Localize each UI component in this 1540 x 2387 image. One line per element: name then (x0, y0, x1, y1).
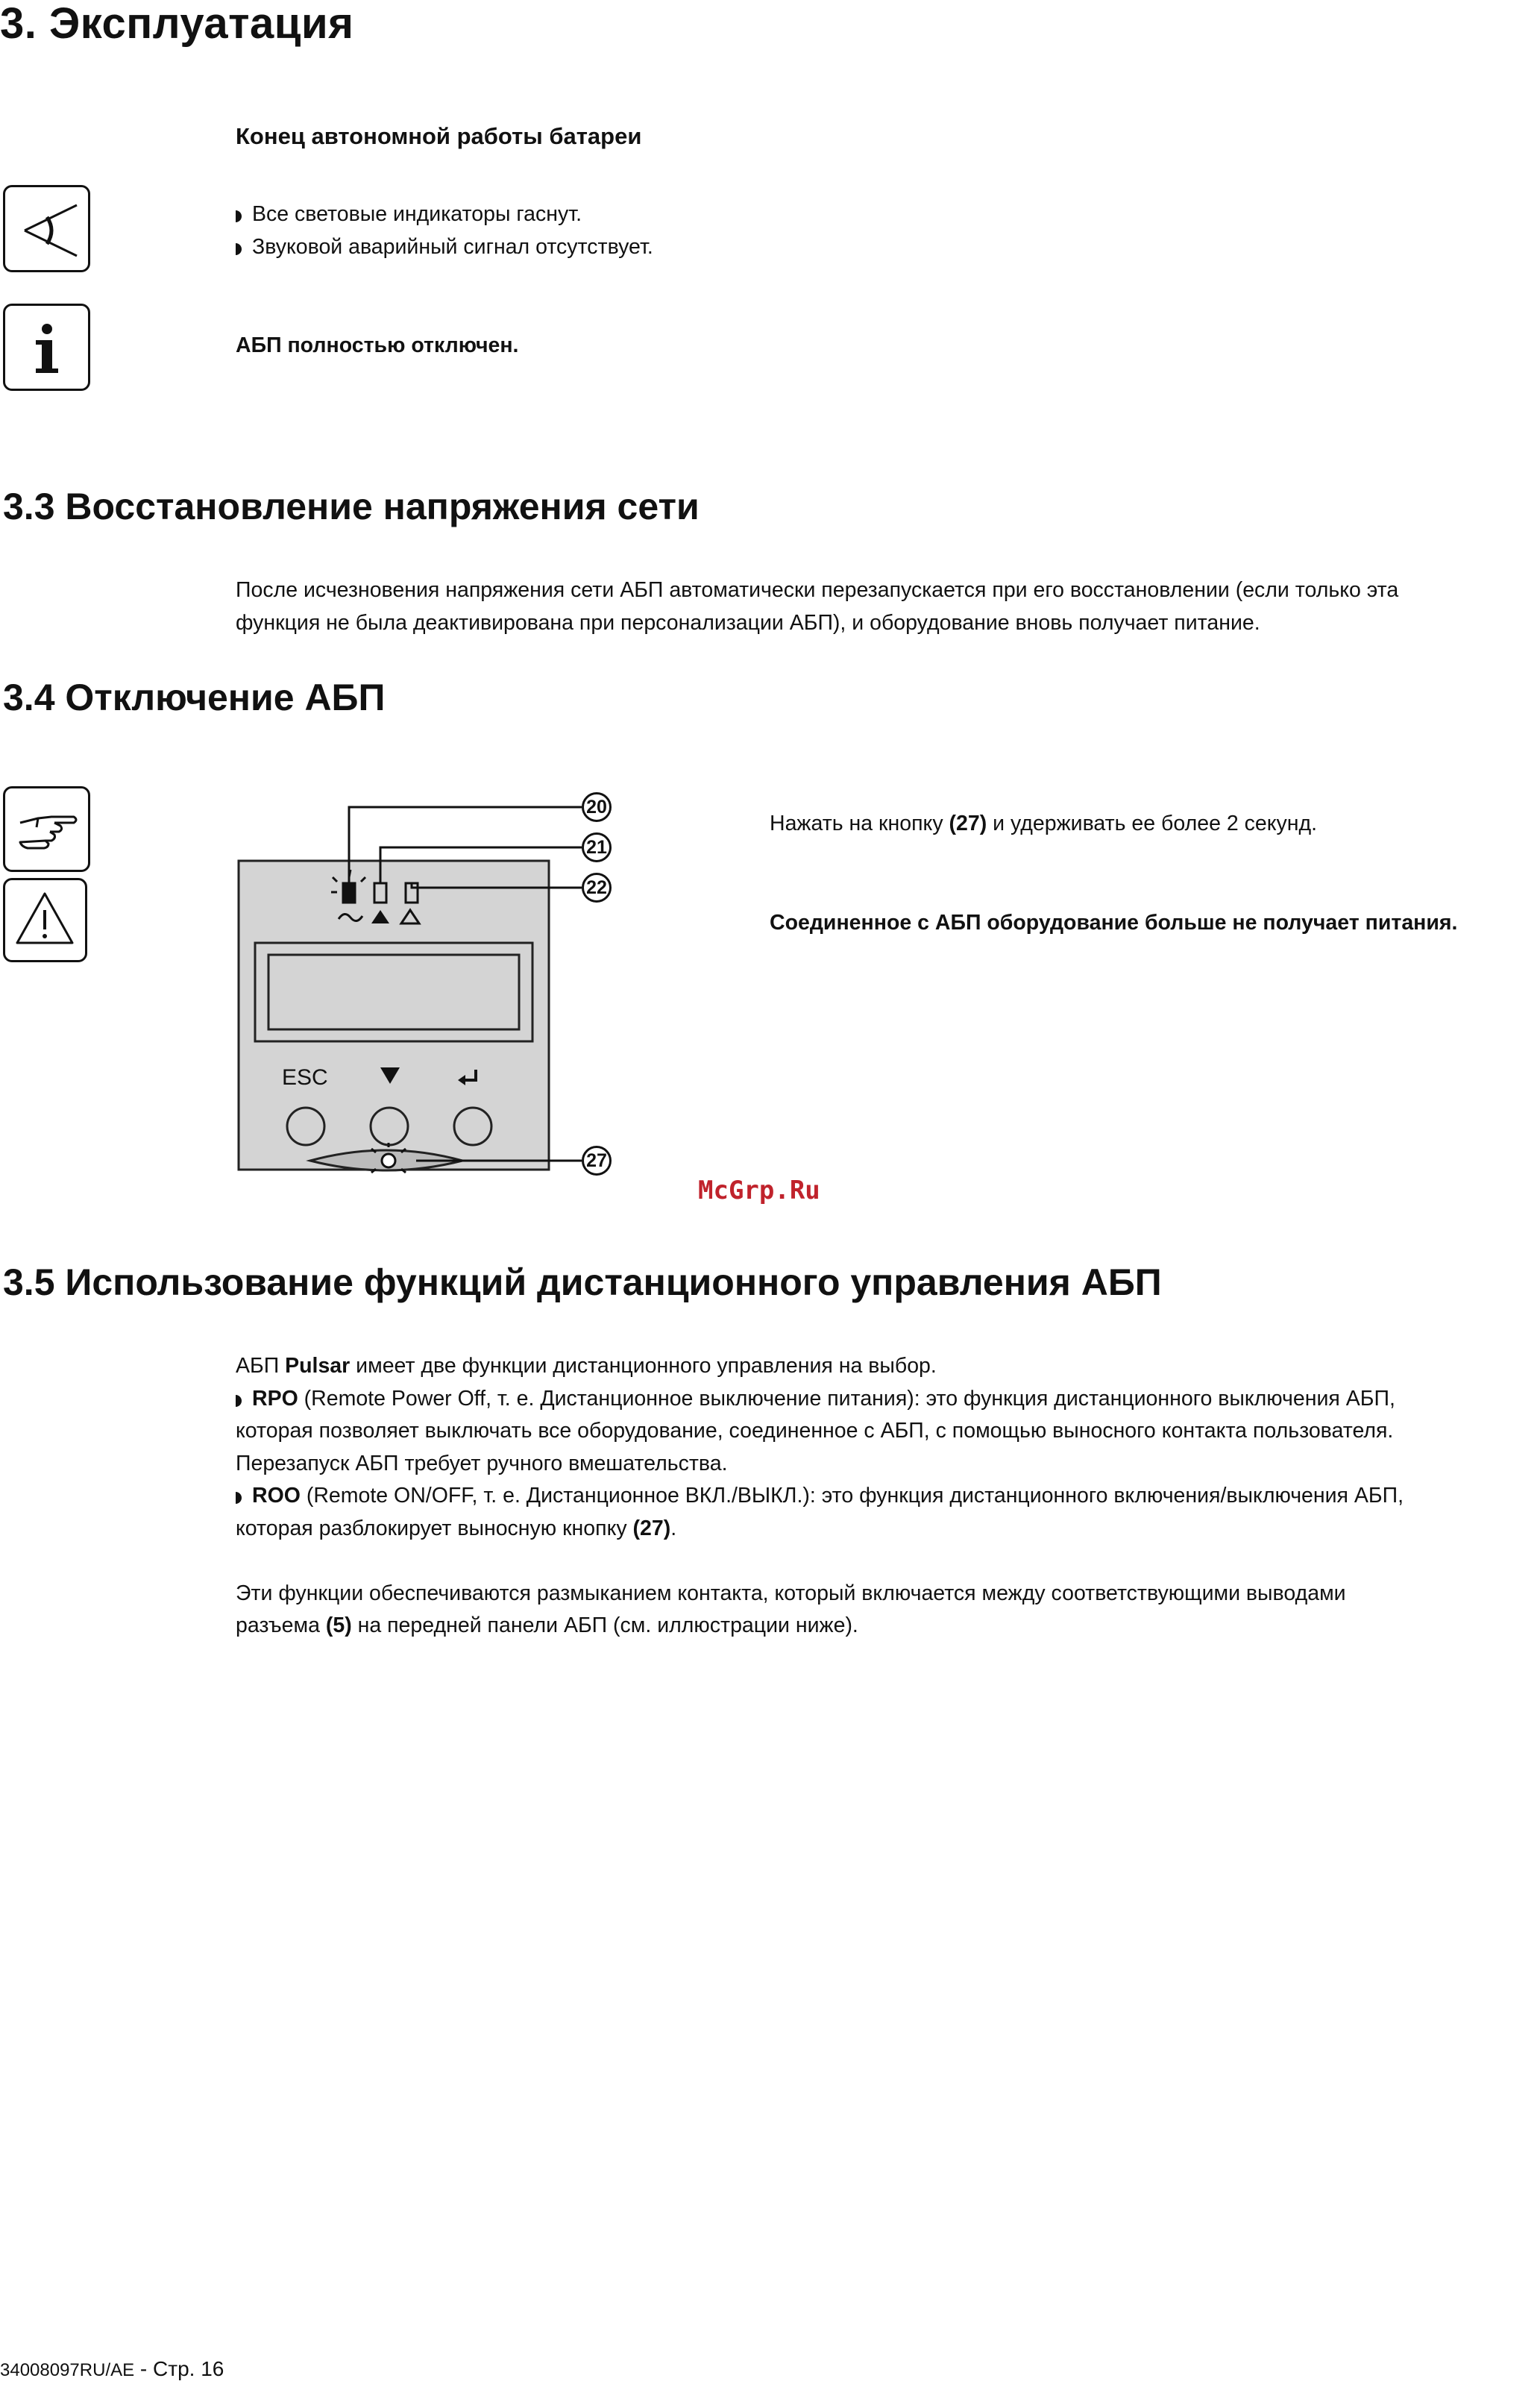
paragraph-line: которая позволяет выключать все оборудование, соединенное с АБП, с помощью выносного контакта пользователя. (236, 1419, 1394, 1443)
rpo-text: (Remote Power Off, т. е. Дистанционное выключение питания): это функция дистанционного выключения АБП, (298, 1386, 1395, 1411)
pointing-hand-icon (3, 786, 90, 872)
esc-button (287, 1108, 324, 1145)
paragraph-line: После исчезновения напряжения сети АБП автоматически перезапускается при его восстановлении (если только эта (236, 578, 1399, 602)
shutdown-result: Соединенное с АБП оборудование больше не получает питания. (770, 911, 1458, 935)
paragraph-line (236, 1513, 1404, 1546)
list-item-text: Звуковой аварийный сигнал отсутствует. (252, 234, 653, 259)
section-3-5-title: 3.5 Использование функций дистанционного управления АБП (3, 1261, 1162, 1303)
info-icon (3, 304, 90, 391)
battery-end-note: АБП полностью отключен. (236, 333, 519, 357)
control-panel-illustration (237, 786, 625, 1174)
page-footer (0, 2357, 224, 2381)
bullet-icon (236, 1395, 242, 1407)
rpo-item (236, 1383, 1404, 1416)
warning-icon (3, 878, 87, 962)
section-3-3-text (236, 574, 1398, 639)
callout-22: 22 (582, 873, 612, 903)
chapter-title: 3. Эксплуатация (0, 0, 354, 48)
battery-end-bullets (236, 198, 653, 263)
rpo-code: RPO (252, 1386, 298, 1411)
instruction-text: Нажать на кнопку (770, 812, 949, 835)
callout-21: 21 (582, 832, 612, 862)
led-20 (343, 883, 355, 903)
para-text: на передней панели АБП (см. иллюстрации ниже). (351, 1613, 858, 1637)
roo-item (236, 1480, 1404, 1513)
roo-code: ROO (252, 1484, 301, 1508)
bullet-icon (236, 210, 242, 222)
para-text: разъема (236, 1613, 326, 1637)
button-ref: (27) (632, 1516, 671, 1540)
section-3-4-title: 3.4 Отключение АБП (3, 677, 386, 718)
intro-line (236, 1350, 1404, 1383)
lcd-screen (268, 955, 519, 1029)
watermark: McGrp.Ru (698, 1176, 820, 1205)
eye-icon (3, 185, 90, 272)
down-button (371, 1108, 408, 1145)
paragraph-line (236, 1610, 1404, 1643)
paragraph-line: функция не была деактивирована при персонализации АБП), и оборудование вновь получает питание. (236, 610, 1260, 635)
bullet-icon (236, 243, 242, 255)
callout-27: 27 (582, 1146, 612, 1176)
instruction-text: и удерживать ее более 2 секунд. (987, 812, 1318, 835)
callout-20: 20 (582, 792, 612, 822)
shutdown-instruction (770, 808, 1317, 841)
roo-text: (Remote ON/OFF, т. е. Дистанционное ВКЛ./ВЫКЛ.): это функция дистанционного включения/выключения АБП, (300, 1484, 1404, 1508)
section-3-3-title: 3.3 Восстановление напряжения сети (3, 486, 700, 527)
connector-ref: (5) (325, 1613, 352, 1637)
bullet-icon (236, 1492, 242, 1504)
esc-label: ESC (282, 1065, 328, 1090)
paragraph-line: Эти функции обеспечиваются размыканием контакта, который включается между соответствующими выводами (236, 1581, 1346, 1605)
intro-text: АБП (236, 1354, 286, 1378)
battery-end-heading: Конец автономной работы батареи (236, 123, 642, 149)
brand-name: Pulsar (285, 1354, 351, 1378)
list-item (236, 231, 653, 264)
list-item (236, 198, 653, 231)
button-ref: (27) (949, 812, 987, 835)
roo-text: которая разблокирует выносную кнопку (236, 1516, 633, 1540)
roo-text: . (670, 1516, 677, 1540)
intro-text: имеет две функции дистанционного управления на выбор. (350, 1354, 937, 1378)
list-item-text: Все световые индикаторы гаснут. (252, 202, 582, 226)
page-number: - Стр. 16 (134, 2357, 224, 2380)
doc-id: 34008097RU/AE (0, 2360, 135, 2380)
section-3-5-text (236, 1350, 1404, 1643)
enter-button (454, 1108, 491, 1145)
paragraph-line: Перезапуск АБП требует ручного вмешательства. (236, 1451, 728, 1475)
